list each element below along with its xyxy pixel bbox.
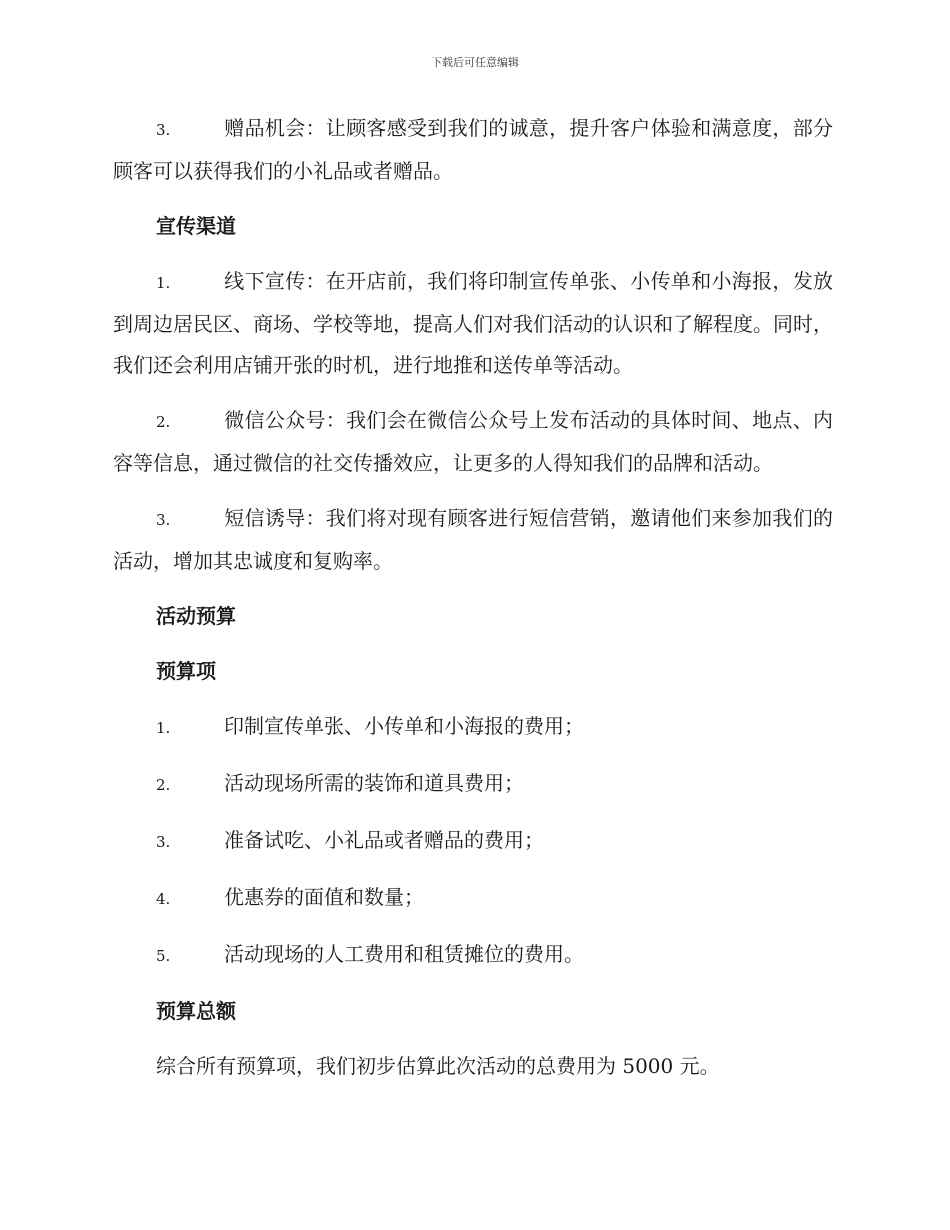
list-text: 印制宣传单张、小传单和小海报的费用； xyxy=(224,714,584,738)
list-number: 3. xyxy=(156,121,171,139)
list-number: 2. xyxy=(156,776,171,794)
budget-item-5 xyxy=(113,934,833,977)
list-number: 1. xyxy=(156,719,171,737)
list-number: 4. xyxy=(156,890,171,908)
section-heading-channels: 宣传渠道 xyxy=(156,214,236,238)
list-number: 3. xyxy=(156,833,171,851)
header-note: 下载后可任意编辑 xyxy=(431,56,519,69)
budget-item-1 xyxy=(113,706,833,749)
document-content xyxy=(113,108,833,1087)
list-number: 1. xyxy=(156,274,171,292)
subheading-budget-total: 预算总额 xyxy=(156,999,236,1023)
promo-item-3 xyxy=(113,108,833,192)
list-text: 线下宣传：在开店前，我们将印制宣传单张、小传单和小海报，发放到周边居民区、商场、学校等地，提高人们对我们活动的认识和了解程度。同时，我们还会利用店铺开张的时机，进行地推和送传单等活动。 xyxy=(113,269,833,377)
budget-total-text: 综合所有预算项，我们初步估算此次活动的总费用为 5000 元。 xyxy=(156,1054,720,1078)
list-text: 活动现场的人工费用和租赁摊位的费用。 xyxy=(224,942,584,966)
list-number: 3. xyxy=(156,511,171,529)
list-text: 赠品机会：让顾客感受到我们的诚意，提升客户体验和满意度，部分顾客可以获得我们的小礼品或者赠品。 xyxy=(113,116,833,183)
list-number: 5. xyxy=(156,947,171,965)
list-text: 优惠券的面值和数量； xyxy=(224,885,424,909)
budget-item-2 xyxy=(113,763,833,806)
channel-item-2 xyxy=(113,400,833,484)
list-number: 2. xyxy=(156,413,171,431)
list-text: 微信公众号：我们会在微信公众号上发布活动的具体时间、地点、内容等信息，通过微信的社交传播效应，让更多的人得知我们的品牌和活动。 xyxy=(113,408,833,475)
budget-item-3 xyxy=(113,820,833,863)
list-text: 短信诱导：我们将对现有顾客进行短信营销，邀请他们来参加我们的活动，增加其忠诚度和复购率。 xyxy=(113,506,833,573)
list-text: 准备试吃、小礼品或者赠品的费用； xyxy=(224,828,544,852)
section-heading-budget: 活动预算 xyxy=(156,604,236,628)
list-text: 活动现场所需的装饰和道具费用； xyxy=(224,771,524,795)
channel-item-3 xyxy=(113,498,833,582)
subheading-budget-items: 预算项 xyxy=(156,659,216,683)
channel-item-1 xyxy=(113,261,833,386)
budget-item-4 xyxy=(113,877,833,920)
